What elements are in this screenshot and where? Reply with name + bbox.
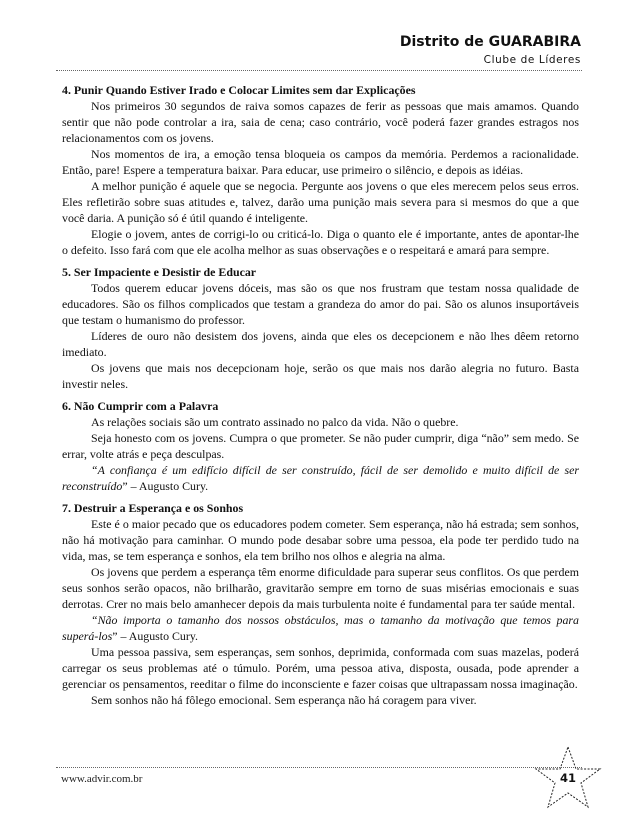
section-6 — [62, 398, 579, 494]
quote-paragraph — [62, 612, 579, 644]
quote-text: “Não importa o tamanho dos nossos obstáculos, mas o tamanho da motivação que temos para superá-los — [62, 613, 579, 643]
paragraph: Todos querem educar jovens dóceis, mas são os que nos frustram que testam nossa qualidade de educadores. São os filhos complicados que testam a grandeza do amor do pai. São os alunos insuportáveis que testam o humanismo do professor. — [62, 281, 579, 327]
header-title: Distrito de GUARABIRA — [399, 34, 581, 50]
footer-url: www.advir.com.br — [61, 773, 143, 785]
paragraph: As relações sociais são um contrato assinado no palco da vida. Não o quebre. — [91, 415, 459, 429]
header-divider — [56, 70, 582, 71]
paragraph: Sem sonhos não há fôlego emocional. Sem esperança não há coragem para viver. — [91, 693, 477, 707]
paragraph: Seja honesto com os jovens. Cumpra o que prometer. Se não puder cumprir, diga “não” sem medo. Se errar, volte atrás e peça desculpas. — [62, 431, 579, 461]
footer-divider — [56, 767, 582, 768]
page-header — [400, 34, 581, 67]
document-body — [62, 80, 579, 714]
quote-attribution: ” – Augusto Cury. — [122, 479, 209, 493]
section-7 — [62, 500, 579, 708]
page-number: 41 — [559, 771, 576, 785]
section-5 — [62, 264, 579, 392]
paragraph: Uma pessoa passiva, sem esperanças, sem sonhos, deprimida, conformada com suas mazelas, poderá carregar os seus problemas até o túmulo. Porém, uma pessoa ativa, disposta, ousada, pode aprender a gerenciar os pensamentos, reeditar o filme do inconsciente e fazer coisas que ultrapassam nossa imaginação. — [62, 645, 579, 691]
paragraph: Elogie o jovem, antes de corrigi-lo ou criticá-lo. Diga o quanto ele é importante, antes de apontar-lhe o defeito. Isso fará com que ele acolha melhor as suas observações e o respeitará e amará para sempre. — [62, 227, 579, 257]
section-heading: 7. Destruir a Esperança e os Sonhos — [62, 501, 244, 515]
header-subtitle: Clube de Líderes — [483, 54, 581, 66]
section-heading: 5. Ser Impaciente e Desistir de Educar — [62, 265, 257, 279]
quote-paragraph — [62, 462, 579, 494]
paragraph: Os jovens que perdem a esperança têm enorme dificuldade para superar seus conflitos. Os que perdem seus sonhos serão opacos, não brilharão, gravitarão sempre em torno de suas misérias emocionais e suas derrotas. Crer no mais belo amanhecer depois da mais turbulenta noite é fundamental para ter saúde mental. — [62, 565, 579, 611]
paragraph: Os jovens que mais nos decepcionam hoje, serão os que mais nos darão alegria no futuro. Basta investir neles. — [62, 361, 579, 391]
section-4 — [62, 82, 579, 258]
paragraph: A melhor punição é aquele que se negocia. Pergunte aos jovens o que eles merecem pelos seus erros. Eles refletirão sobre suas atitudes e, talvez, darão uma punição mais severa para si mesmos do que a que você daria. A punição só é útil quando é inteligente. — [62, 179, 579, 225]
paragraph: Nos momentos de ira, a emoção tensa bloqueia os campos da memória. Perdemos a racionalidade. Então, pare! Espere a temperatura baixar. Para educar, use primeiro o silêncio, e depois as idéias. — [62, 147, 579, 177]
paragraph: Nos primeiros 30 segundos de raiva somos capazes de ferir as pessoas que mais amamos. Quando sentir que não pode controlar a ira, saia de cena; caso contrário, você poderá fazer grandes estragos nos relacionamentos com os jovens. — [62, 99, 579, 145]
quote-attribution: ” – Augusto Cury. — [112, 629, 198, 643]
section-heading: 4. Punir Quando Estiver Irado e Colocar Limites sem dar Explicações — [62, 83, 416, 97]
quote-text: “A confiança é um edifício difícil de ser construído, fácil de ser demolido e muito difícil de ser reconstruído — [62, 463, 579, 493]
paragraph: Líderes de ouro não desistem dos jovens, ainda que eles os decepcionem e não lhes dêem retorno imediato. — [62, 329, 579, 359]
section-heading: 6. Não Cumprir com a Palavra — [62, 399, 219, 413]
paragraph: Este é o maior pecado que os educadores podem cometer. Sem esperança, não há estrada; sem sonhos, não há motivação para caminhar. O mundo pode desabar sobre uma pessoa, ela pode ter perdido tudo na vida, mas, se tem esperança e sonhos, ela tem brilho nos olhos e alegria na alma. — [62, 517, 579, 563]
